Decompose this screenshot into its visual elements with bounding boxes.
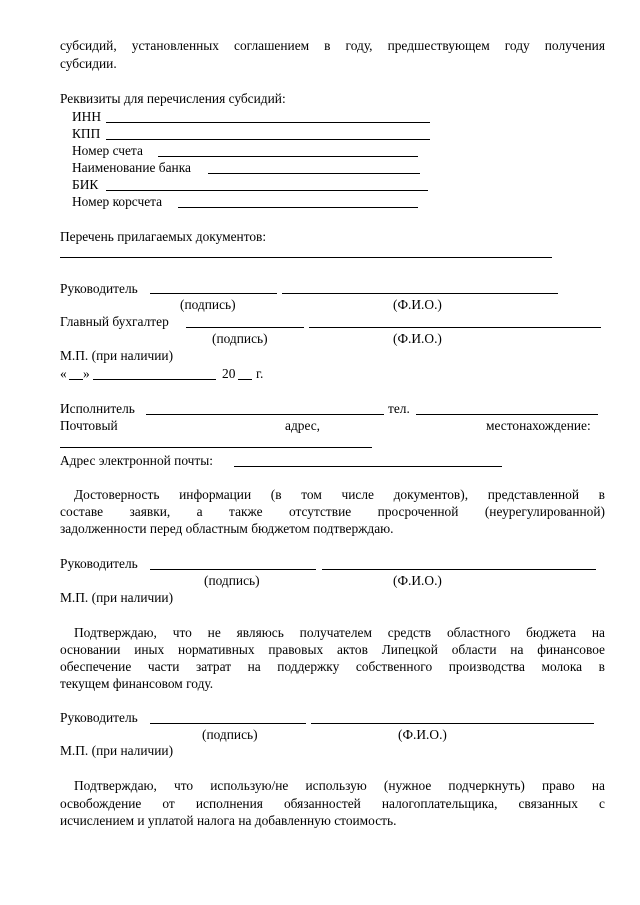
head-signature-line-3[interactable] <box>150 723 306 724</box>
bank-label: Наименование банка <box>72 160 191 175</box>
seal-label-1: М.П. (при наличии) <box>60 348 174 363</box>
bik-label: БИК <box>72 177 99 192</box>
confirm1-line-2: составе заявки, а также отсутствие просроченной (неурегулированной) <box>60 504 605 519</box>
fio-caption-4: (Ф.И.О.) <box>398 727 447 742</box>
confirm2-line-2: основании иных нормативных правовых актов Липецкой области на финансовое <box>60 642 605 657</box>
corr-account-line[interactable] <box>178 207 418 208</box>
inn-line[interactable] <box>106 122 430 123</box>
location-label: местонахождение: <box>486 418 591 433</box>
date-day-line[interactable] <box>69 379 83 380</box>
bik-line[interactable] <box>106 190 428 191</box>
accountant-signature-line[interactable] <box>186 327 304 328</box>
confirm2-line-4: текущем финансовом году. <box>60 676 214 691</box>
accountant-label: Главный бухгалтер <box>60 314 169 329</box>
confirm1-line-3: задолженности перед областным бюджетом подтверждаю. <box>60 521 394 536</box>
head-signature-line-2[interactable] <box>150 569 316 570</box>
bank-line[interactable] <box>208 173 420 174</box>
documents-title: Перечень прилагаемых документов: <box>60 229 267 244</box>
head-label-2: Руководитель <box>60 556 138 571</box>
head-fio-line-2[interactable] <box>322 569 596 570</box>
tel-line[interactable] <box>416 414 598 415</box>
confirm3-line-3: исчислением и уплатой налога на добавленную стоимость. <box>60 813 397 828</box>
accountant-fio-line[interactable] <box>309 327 601 328</box>
address-label: адрес, <box>285 418 321 433</box>
corr-account-label: Номер корсчета <box>72 194 163 209</box>
email-line[interactable] <box>234 466 502 467</box>
confirm2-line-3: обеспечение части затрат на поддержку собственного производства молока в <box>60 659 605 674</box>
fio-caption-3: (Ф.И.О.) <box>393 573 442 588</box>
requisites-title: Реквизиты для перечисления субсидий: <box>60 91 286 106</box>
inn-label: ИНН <box>72 109 102 124</box>
date-quote-close: » <box>83 366 90 381</box>
confirm2-line-1: Подтверждаю, что не являюсь получателем средств областного бюджета на <box>74 625 605 640</box>
fio-caption-2: (Ф.И.О.) <box>393 331 442 346</box>
signature-caption-1: (подпись) <box>180 297 236 312</box>
signature-caption-4: (подпись) <box>202 727 258 742</box>
seal-label-3: М.П. (при наличии) <box>60 743 174 758</box>
signature-caption-3: (подпись) <box>204 573 260 588</box>
executor-line[interactable] <box>146 414 384 415</box>
head-signature-line-1[interactable] <box>150 293 277 294</box>
tel-label: тел. <box>388 401 410 416</box>
intro-line-2: субсидии. <box>60 56 117 71</box>
documents-line[interactable] <box>60 257 552 258</box>
kpp-line[interactable] <box>106 139 430 140</box>
account-line[interactable] <box>158 156 418 157</box>
postal-label: Почтовый <box>60 418 118 433</box>
date-quote-open: « <box>60 366 67 381</box>
head-fio-line-3[interactable] <box>311 723 594 724</box>
date-year-prefix: 20 <box>222 366 236 381</box>
fio-caption-1: (Ф.И.О.) <box>393 297 442 312</box>
email-label: Адрес электронной почты: <box>60 453 213 468</box>
confirm1-line-1: Достоверность информации (в том числе документов), представленной в <box>74 487 605 502</box>
executor-label: Исполнитель <box>60 401 135 416</box>
head-label-3: Руководитель <box>60 710 138 725</box>
head-label-1: Руководитель <box>60 281 138 296</box>
confirm3-line-2: освобождение от исполнения обязанностей налогоплательщика, связанных с <box>60 796 605 811</box>
kpp-label: КПП <box>72 126 101 141</box>
head-fio-line-1[interactable] <box>282 293 558 294</box>
date-month-line[interactable] <box>93 379 216 380</box>
date-year-suffix: г. <box>256 366 264 381</box>
date-year-line[interactable] <box>238 379 252 380</box>
confirm3-line-1: Подтверждаю, что использую/не использую (нужное подчеркнуть) право на <box>74 778 605 793</box>
signature-caption-2: (подпись) <box>212 331 268 346</box>
postal-address-line[interactable] <box>60 447 372 448</box>
intro-line-1: субсидий, установленных соглашением в году, предшествующем году получения <box>60 38 605 53</box>
account-label: Номер счета <box>72 143 143 158</box>
seal-label-2: М.П. (при наличии) <box>60 590 174 605</box>
